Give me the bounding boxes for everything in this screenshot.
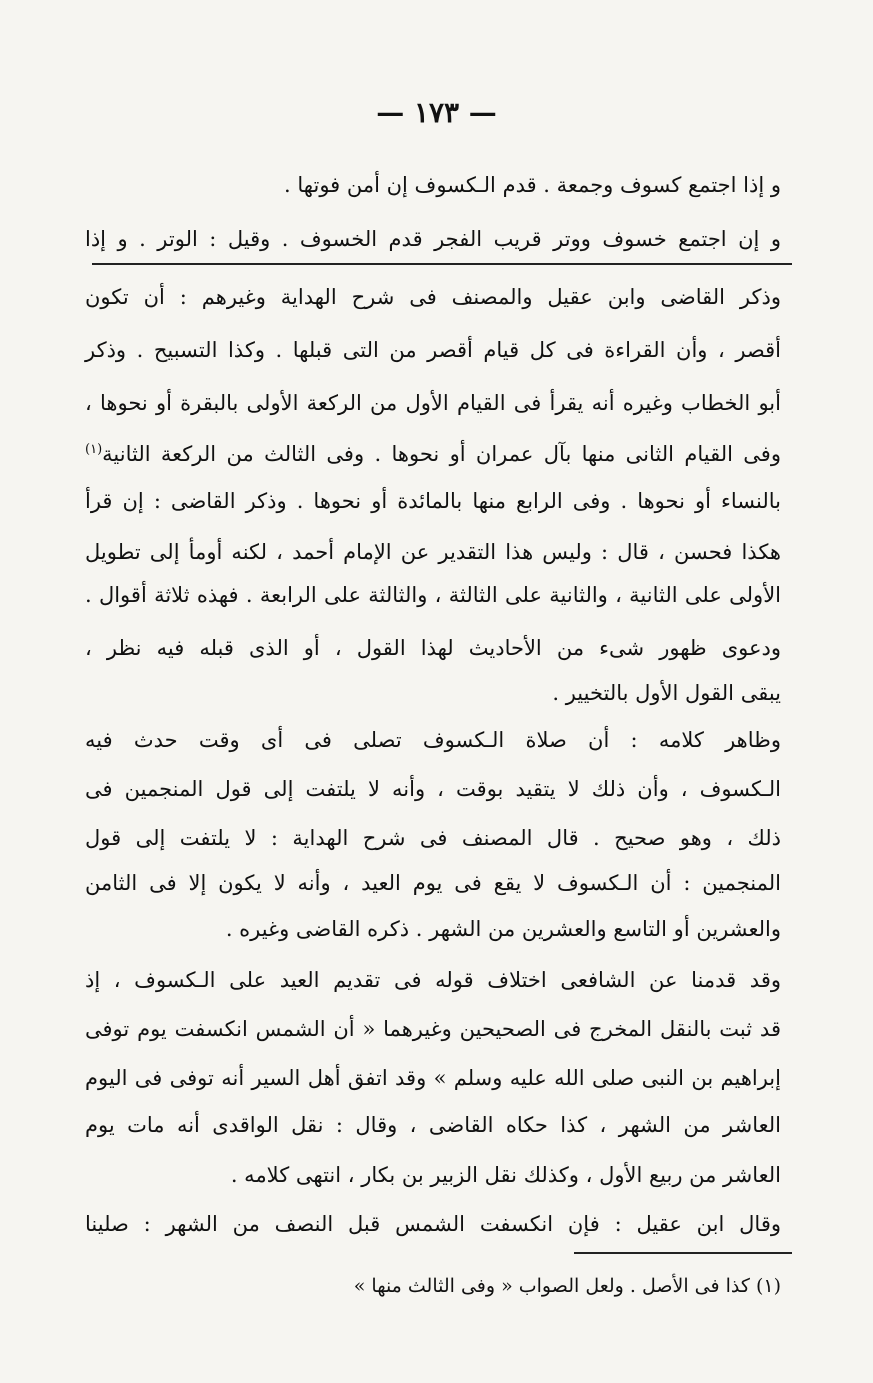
footnote: (١) كذا فى الأصل . ولعل الصواب « وفى الثالث منها » (353, 1275, 781, 1297)
text-line: إبراهيم بن النبى صلى الله عليه وسلم » وقد اتفق أهل السير أنه توفى فى اليوم (85, 1066, 781, 1090)
text-line-with-footnote (85, 435, 781, 469)
footnote-marker: (١) (85, 442, 103, 457)
text-line: وقد قدمنا عن الشافعى اختلاف قوله فى تقديم العيد على الـكسوف ، إذ (85, 968, 781, 992)
text-line: وفى القيام الثانى منها بآل عمران أو نحوها . وفى الثالث من الركعة الثانية (102, 442, 781, 466)
text-line: والعشرين أو التاسع والعشرين من الشهر . ذكره القاضى وغيره . (225, 917, 781, 941)
text-line: ودعوى ظهور شىء من الأحاديث لهذا القول ، أو الذى قبله فيه نظر ، (85, 636, 781, 660)
text-line: الأولى على الثانية ، والثانية على الثالثة ، والثالثة على الرابعة . فهذه ثلاثة أقوال . (85, 583, 781, 607)
text-line: المنجمين : أن الـكسوف لا يقع فى يوم العيد ، وأنه لا يكون إلا فى الثامن (85, 871, 781, 895)
text-line: وقال ابن عقيل : فإن انكسفت الشمس قبل النصف من الشهر : صلينا (85, 1212, 781, 1236)
text-line: أبو الخطاب وغيره أنه يقرأ فى القيام الأول من الركعة الأولى بالبقرة أو نحوها ، (85, 391, 781, 415)
text-line: يبقى القول الأول بالتخيير . (552, 681, 781, 705)
page-number: — ١٧٣ — (376, 96, 497, 129)
text-line: أقصر ، وأن القراءة فى كل قيام أقصر من التى قبلها . وكذا التسبيح . وذكر (85, 338, 781, 362)
text-line: و إذا اجتمع كسوف وجمعة . قدم الـكسوف إن أمن فوتها . (284, 173, 781, 197)
text-line: و إن اجتمع خسوف ووتر قريب الفجر قدم الخسوف . وقيل : الوتر . و إذا (85, 227, 781, 251)
text-line: ذلك ، وهو صحيح . قال المصنف فى شرح الهداية : لا يلتفت إلى قول (85, 826, 781, 850)
footnote-divider (574, 1252, 792, 1254)
text-line: قد ثبت بالنقل المخرج فى الصحيحين وغيرهما « أن الشمس انكسفت يوم توفى (85, 1017, 781, 1041)
text-line: الـكسوف ، وأن ذلك لا يتقيد بوقت ، وأنه لا يلتفت إلى قول المنجمين فى (85, 777, 781, 801)
text-line: هكذا فحسن ، قال : وليس هذا التقدير عن الإمام أحمد ، لكنه أومأ إلى تطويل (85, 540, 781, 564)
text-line: العاشر من ربيع الأول ، وكذلك نقل الزبير بن بكار ، انتهى كلامه . (230, 1163, 781, 1187)
section-divider (92, 263, 792, 265)
text-line: بالنساء أو نحوها . وفى الرابع منها بالمائدة أو نحوها . وذكر القاضى : إن قرأ (85, 489, 781, 513)
text-line: العاشر من الشهر ، كذا حكاه القاضى ، وقال : نقل الواقدى أنه مات يوم (85, 1113, 781, 1137)
text-line: وذكر القاضى وابن عقيل والمصنف فى شرح الهداية وغيرهم : أن تكون (85, 285, 781, 309)
text-line: وظاهر كلامه : أن صلاة الـكسوف تصلى فى أى وقت حدث فيه (85, 728, 781, 752)
